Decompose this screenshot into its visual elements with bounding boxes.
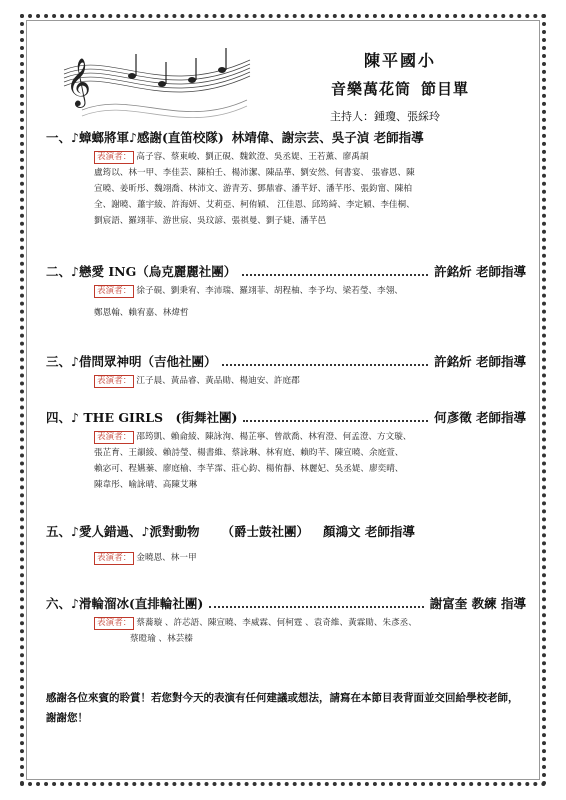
performer-list (94, 550, 526, 566)
performer-list (94, 283, 526, 321)
section-teacher: 林靖偉、謝宗芸、吳子湞 老師指導 (231, 130, 424, 145)
performer-line: 劉宸語、羅翊菲、游世宸、吳玟諺、張祺曼、劉子婕、潘芊邑 (94, 216, 327, 226)
performer-list (94, 429, 526, 493)
dot-leader (222, 364, 428, 366)
host-line: 主持人：鍾瓊、張綵玲 (330, 110, 440, 123)
performer-line: 盧筠以、林一甲、李佳芸、陳柏壬、楊沛潔、陳品華、劉安然、何書宴、 張睿恩、陳 (94, 168, 415, 178)
section-title: 三、♪借問眾神明（吉他社團） (46, 354, 217, 369)
section-title: 五、♪愛人錯過、♪派對動物 (46, 524, 200, 539)
section-title: 六、♪滑輪溜冰(直排輪社團) (46, 596, 204, 611)
performer-line: 全、謝曉、蕭宇綾、許海妍、艾莉亞、柯侑穎、 江佳恩、邱筠綺、李定穎、李佳桐、 (94, 200, 415, 210)
dot-leader (242, 274, 428, 276)
dot-leader (243, 420, 428, 422)
performer-line: 宣曉、姜昕彤、魏翊喬、林沛文、游青芳、鄧鼎睿、潘芊妤、潘芊彤、張鈞甯、陳柏 (94, 184, 412, 194)
dot-leader (209, 606, 423, 608)
section-1 (46, 128, 526, 229)
section-teacher: 謝富奎 教練 指導 (429, 596, 526, 611)
performer-list (94, 373, 526, 389)
performers-tag: 表演者： (94, 375, 134, 388)
performer-list (94, 149, 526, 229)
section-title: 二、♪戀愛 ING（烏克麗麗社團） (46, 264, 237, 279)
section-4 (46, 408, 526, 493)
performers-tag: 表演者： (94, 617, 134, 630)
performer-line: 邵筠凱、賴侖綾、陳詠洵、楊芷寧、曾歆喬、林宥澄、何孟澄、方文璇、 (136, 432, 412, 442)
section-teacher: 顏鴻文 老師指導 (322, 524, 415, 539)
performer-line: 張芷育、王韻綾、賴詩瑩、楊書維、蔡詠琳、林宥庭、賴昀芊、陳宣曉、余庭萱、 (94, 448, 404, 458)
section-teacher: 何彥徵 老師指導 (434, 410, 526, 425)
section-5 (46, 522, 526, 566)
performer-line: 蔡暟瑜 、林芸榛 (130, 634, 193, 644)
svg-text:𝄞: 𝄞 (66, 57, 91, 106)
section-teacher: 許銘炘 老師指導 (434, 264, 526, 279)
section-6 (46, 594, 526, 647)
music-notes-illustration (62, 40, 252, 126)
section-club: （爵士鼓社團） (221, 524, 309, 539)
performer-line: 高子容、蔡東峻、劉正硯、魏欽澄、吳丞媞、王若薰、廖禹頡 (136, 152, 369, 162)
performer-line: 徐子硯、劉秉宥、李沛瑞、羅翊菲、胡程柚、李予均、梁若瑩、李翎、 (136, 286, 403, 296)
section-3 (46, 352, 526, 389)
section-title: 一、♪蟑螂將軍♪感謝(直笛校隊) (46, 130, 224, 145)
school-name: 陳平國小 (363, 51, 436, 70)
performers-tag: 表演者： (94, 431, 134, 444)
thank-you-note: 感謝各位來賓的聆賞！若您對今天的表演有任何建議或想法，請寫在本節目表背面並交回給學校老師，謝謝您！ (46, 692, 519, 724)
event-title: 音樂萬花筒 (330, 80, 411, 98)
section-title: 四、♪ THE GIRLS (街舞社團) (46, 410, 238, 425)
performer-line: 江子晨、黃品睿、黃品勛、楊迪安、許庭郡 (136, 376, 300, 386)
program-title (288, 78, 512, 99)
section-2 (46, 262, 526, 321)
performers-tag: 表演者： (94, 151, 134, 164)
performer-list (94, 615, 526, 647)
performer-line: 賴宓可、程嬿蓁、廖庭榆、李芊霈、莊心鈞、楊侑靜、林麗妃、吳丞媞、廖奕晴、 (94, 464, 404, 474)
section-teacher: 許銘炘 老師指導 (434, 354, 526, 369)
performer-line: 蔡蕎璇 、許芯語、陳宣曉、李威霖、何柯霆 、袁奇維、黃霖勛、朱彥丞、 (136, 618, 417, 628)
performer-line: 金曉恩、林一甲 (136, 553, 197, 563)
program-label: 節目單 (421, 80, 470, 98)
performer-line: 鄭恩翰、賴宥嘉、林煒哲 (94, 308, 189, 318)
performer-line: 陳韋彤、喻詠晴、高陳艾琳 (94, 480, 198, 490)
performers-tag: 表演者： (94, 552, 134, 565)
performers-tag: 表演者： (94, 285, 134, 298)
